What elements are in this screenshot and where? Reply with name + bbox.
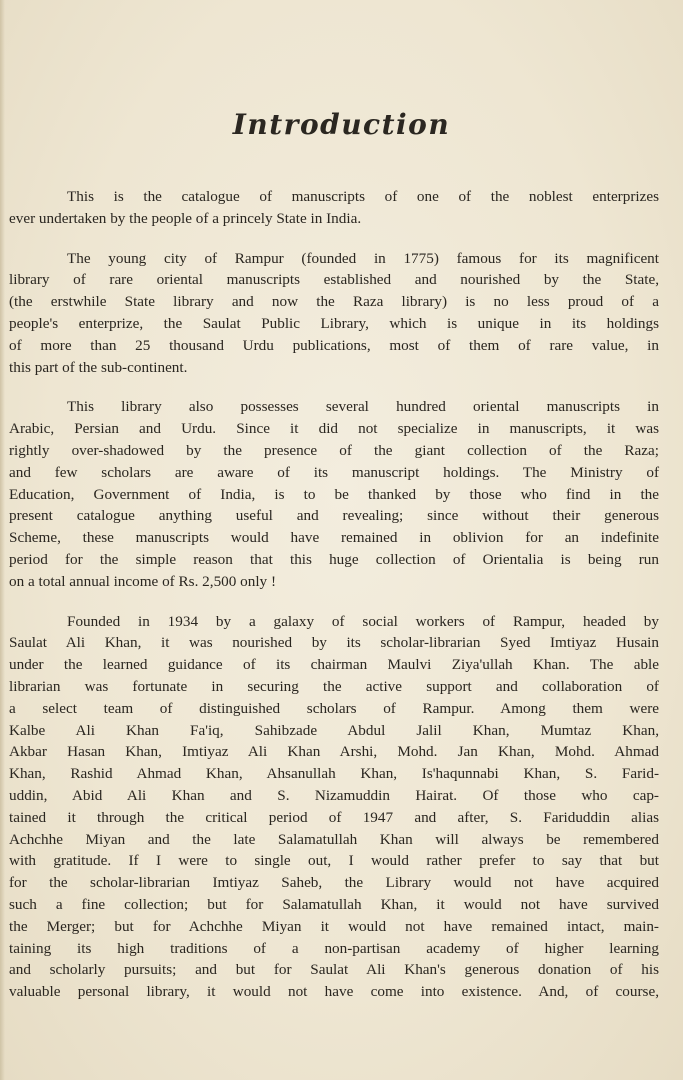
text-line: This library also possesses several hundred oriental manuscripts in: [67, 398, 659, 416]
text-line: under the learned guidance of its chairman Maulvi Ziya'ullah Khan. The able: [9, 656, 659, 674]
text-line: Achchhe Miyan and the late Salamatullah Khan will always be remembered: [9, 830, 659, 848]
text-line: This is the catalogue of manuscripts of one of the noblest enterprizes: [67, 188, 659, 205]
text-line: Arabic, Persian and Urdu. Since it did not specialize in manuscripts, it was: [9, 420, 659, 438]
text-line: of more than 25 thousand Urdu publications, most of them of rare value, in: [9, 336, 659, 354]
text-line: taining its high traditions of a non-partisan academy of higher learning: [9, 939, 659, 957]
text-line: (the erstwhile State library and now the Raza library) is no less proud of a: [9, 293, 659, 311]
page-edge-shadow: [0, 0, 5, 1080]
text-line: Founded in 1934 by a galaxy of social workers of Rampur, headed by: [67, 612, 659, 630]
text-line: The young city of Rampur (founded in 1775) famous for its magnificent: [67, 249, 659, 267]
text-line: valuable personal library, it would not have come into existence. And, of course,: [9, 983, 659, 1001]
text-line: period for the simple reason that this huge collection of Orientalia is being run: [9, 550, 659, 568]
text-line: Khan, Rashid Ahmad Khan, Ahsanullah Khan, Is'haqunnabi Khan, S. Farid-: [9, 765, 659, 783]
text-line: uddin, Abid Ali Khan and S. Nizamuddin Hairat. Of those who cap-: [9, 786, 659, 804]
text-line: such a fine collection; but for Salamatullah Khan, it would not have survived: [9, 895, 659, 913]
text-line: Akbar Hasan Khan, Imtiyaz Ali Khan Arshi, Mohd. Jan Khan, Mohd. Ahmad: [9, 743, 659, 761]
paragraph-4: [9, 611, 659, 1003]
page-body: [9, 186, 659, 1021]
paragraph-2: [9, 248, 659, 379]
text-line: this part of the sub-continent.: [9, 358, 188, 376]
text-line: a select team of distinguished scholars of Rampur. Among them were: [9, 699, 659, 717]
paragraph-3: [9, 396, 659, 592]
text-line: Education, Government of India, is to be thanked by those who find in the: [9, 485, 659, 503]
text-line: Saulat Ali Khan, it was nourished by its scholar-librarian Syed Imtiyaz Husain: [9, 634, 659, 652]
text-line: the Merger; but for Achchhe Miyan it would not have remained intact, main-: [9, 917, 659, 935]
text-line: for the scholar-librarian Imtiyaz Saheb, the Library would not have acquired: [9, 874, 659, 892]
text-line: Kalbe Ali Khan Fa'iq, Sahibzade Abdul Jalil Khan, Mumtaz Khan,: [9, 721, 659, 739]
text-line: librarian was fortunate in securing the active support and collaboration of: [9, 677, 659, 695]
text-line: ever undertaken by the people of a princely State in India.: [9, 209, 362, 227]
text-line: library of rare oriental manuscripts established and nourished by the State,: [9, 271, 659, 289]
text-line: rightly over-shadowed by the presence of the giant collection of the Raza;: [9, 441, 659, 459]
page-title: Introduction: [232, 108, 451, 141]
text-line: present catalogue anything useful and revealing; since without their generous: [9, 507, 659, 525]
text-line: and scholarly pursuits; and but for Saulat Ali Khan's generous donation of his: [9, 961, 659, 979]
text-line: Scheme, these manuscripts would have remained in oblivion for an indefinite: [9, 529, 659, 547]
text-line: tained it through the critical period of 1947 and after, S. Fariduddin alias: [9, 808, 659, 826]
text-line: with gratitude. If I were to single out, I would rather prefer to say that but: [9, 852, 659, 870]
paragraph-1: [9, 186, 659, 230]
text-line: on a total annual income of Rs. 2,500 only !: [9, 572, 276, 590]
text-line: people's enterprize, the Saulat Public Library, which is unique in its holdings: [9, 314, 659, 332]
text-line: and few scholars are aware of its manuscript holdings. The Ministry of: [9, 463, 659, 481]
